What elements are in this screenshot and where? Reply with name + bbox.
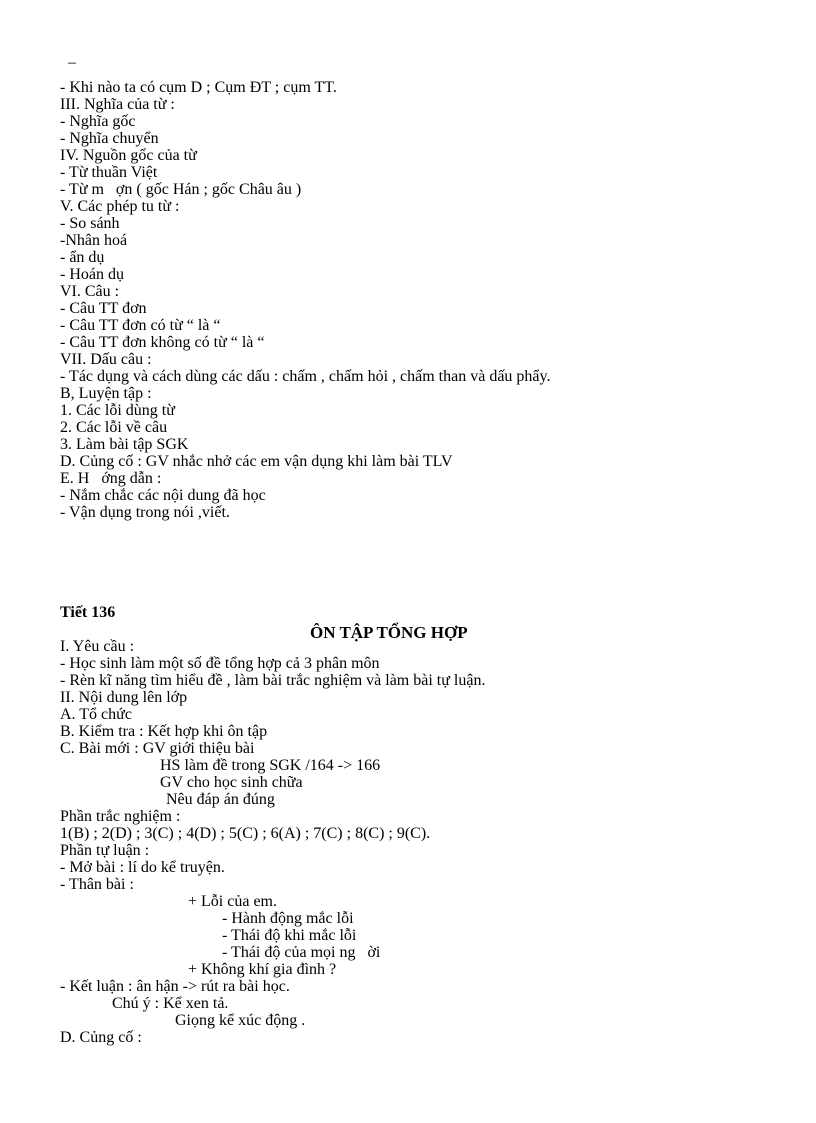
text-line: - Nghĩa gốc: [60, 113, 136, 130]
text-line: 3. Làm bài tập SGK: [60, 436, 189, 453]
text-line: - Rèn kĩ năng tìm hiểu đề , làm bài trắc nghiệm và làm bài tự luận.: [60, 672, 486, 689]
text-line: Chú ý : Kể xen tả.: [112, 995, 229, 1012]
text-line: III. Nghĩa của từ :: [60, 96, 175, 113]
text-line: - Thái độ của mọi ng ời: [222, 944, 381, 961]
text-line: - Mở bài : lí do kể truyện.: [60, 859, 225, 876]
text-line: + Lỗi của em.: [188, 893, 277, 910]
text-line: E. H ớng dẫn :: [60, 470, 162, 487]
lesson-label: Tiết 136: [60, 604, 116, 621]
text-line: 1(B) ; 2(D) ; 3(C) ; 4(D) ; 5(C) ; 6(A) ; 7(C) ; 8(C) ; 9(C).: [60, 825, 431, 842]
text-line: Nêu đáp án đúng: [166, 791, 275, 808]
text-line: C. Bài mới : GV giới thiệu bài: [60, 740, 255, 757]
text-line: V. Các phép tu từ :: [60, 198, 180, 215]
text-line: + Không khí gia đình ?: [188, 961, 337, 978]
text-line: - ẩn dụ: [60, 249, 105, 266]
text-line: - Nghĩa chuyển: [60, 130, 159, 147]
text-line: VII. Dấu câu :: [60, 351, 152, 368]
text-line: IV. Nguồn gốc của từ: [60, 147, 197, 164]
text-line: II. Nội dung lên lớp: [60, 689, 188, 706]
text-line: - Kết luận : ân hận -> rút ra bài học.: [60, 978, 290, 995]
text-line: - Câu TT đơn có từ “ là “: [60, 317, 221, 334]
text-line: B, Luyện tập :: [60, 385, 152, 402]
text-line: - Từ m ợn ( gốc Hán ; gốc Châu âu ): [60, 181, 302, 198]
top-mark: –: [68, 54, 76, 71]
text-line: - Câu TT đơn: [60, 300, 147, 317]
text-line: - Câu TT đơn không có từ “ là “: [60, 334, 265, 351]
text-line: -Nhân hoá: [60, 232, 128, 249]
text-line: - Học sinh làm một số đề tổng hợp cả 3 phân môn: [60, 655, 380, 672]
text-line: 1. Các lỗi dùng từ: [60, 402, 175, 419]
text-line: D. Củng cố :: [60, 1029, 142, 1046]
text-line: - Khi nào ta có cụm D ; Cụm ĐT ; cụm TT.: [60, 79, 337, 96]
text-line: 2. Các lỗi về câu: [60, 419, 168, 436]
text-line: VI. Câu :: [60, 283, 120, 300]
text-line: D. Củng cố : GV nhắc nhở các em vận dụng khi làm bài TLV: [60, 453, 453, 470]
text-line: - Tác dụng và cách dùng các dấu : chấm , chấm hỏi , chấm than và dấu phẩy.: [60, 368, 551, 385]
text-line: - Nắm chắc các nội dung đã học: [60, 487, 266, 504]
text-line: B. Kiểm tra : Kết hợp khi ôn tập: [60, 723, 268, 740]
text-line: I. Yêu cầu :: [60, 638, 135, 655]
text-line: A. Tổ chức: [60, 706, 132, 723]
text-line: - Thái độ khi mắc lỗi: [222, 927, 357, 944]
text-line: - Hoán dụ: [60, 266, 124, 283]
text-line: Phần trắc nghiệm :: [60, 808, 181, 825]
text-line: - Hành động mắc lỗi: [222, 910, 354, 927]
lesson-title: ÔN TẬP TỔNG HỢP: [310, 623, 468, 642]
text-line: - Thân bài :: [60, 876, 134, 893]
text-line: HS làm đề trong SGK /164 -> 166: [160, 757, 381, 774]
text-line: Phần tự luận :: [60, 842, 150, 859]
text-line: - Vận dụng trong nói ,viết.: [60, 504, 230, 521]
text-line: - Từ thuần Việt: [60, 164, 158, 181]
text-line: - So sánh: [60, 215, 120, 232]
text-line: Giọng kể xúc động .: [175, 1012, 306, 1029]
text-line: GV cho học sinh chữa: [160, 774, 303, 791]
